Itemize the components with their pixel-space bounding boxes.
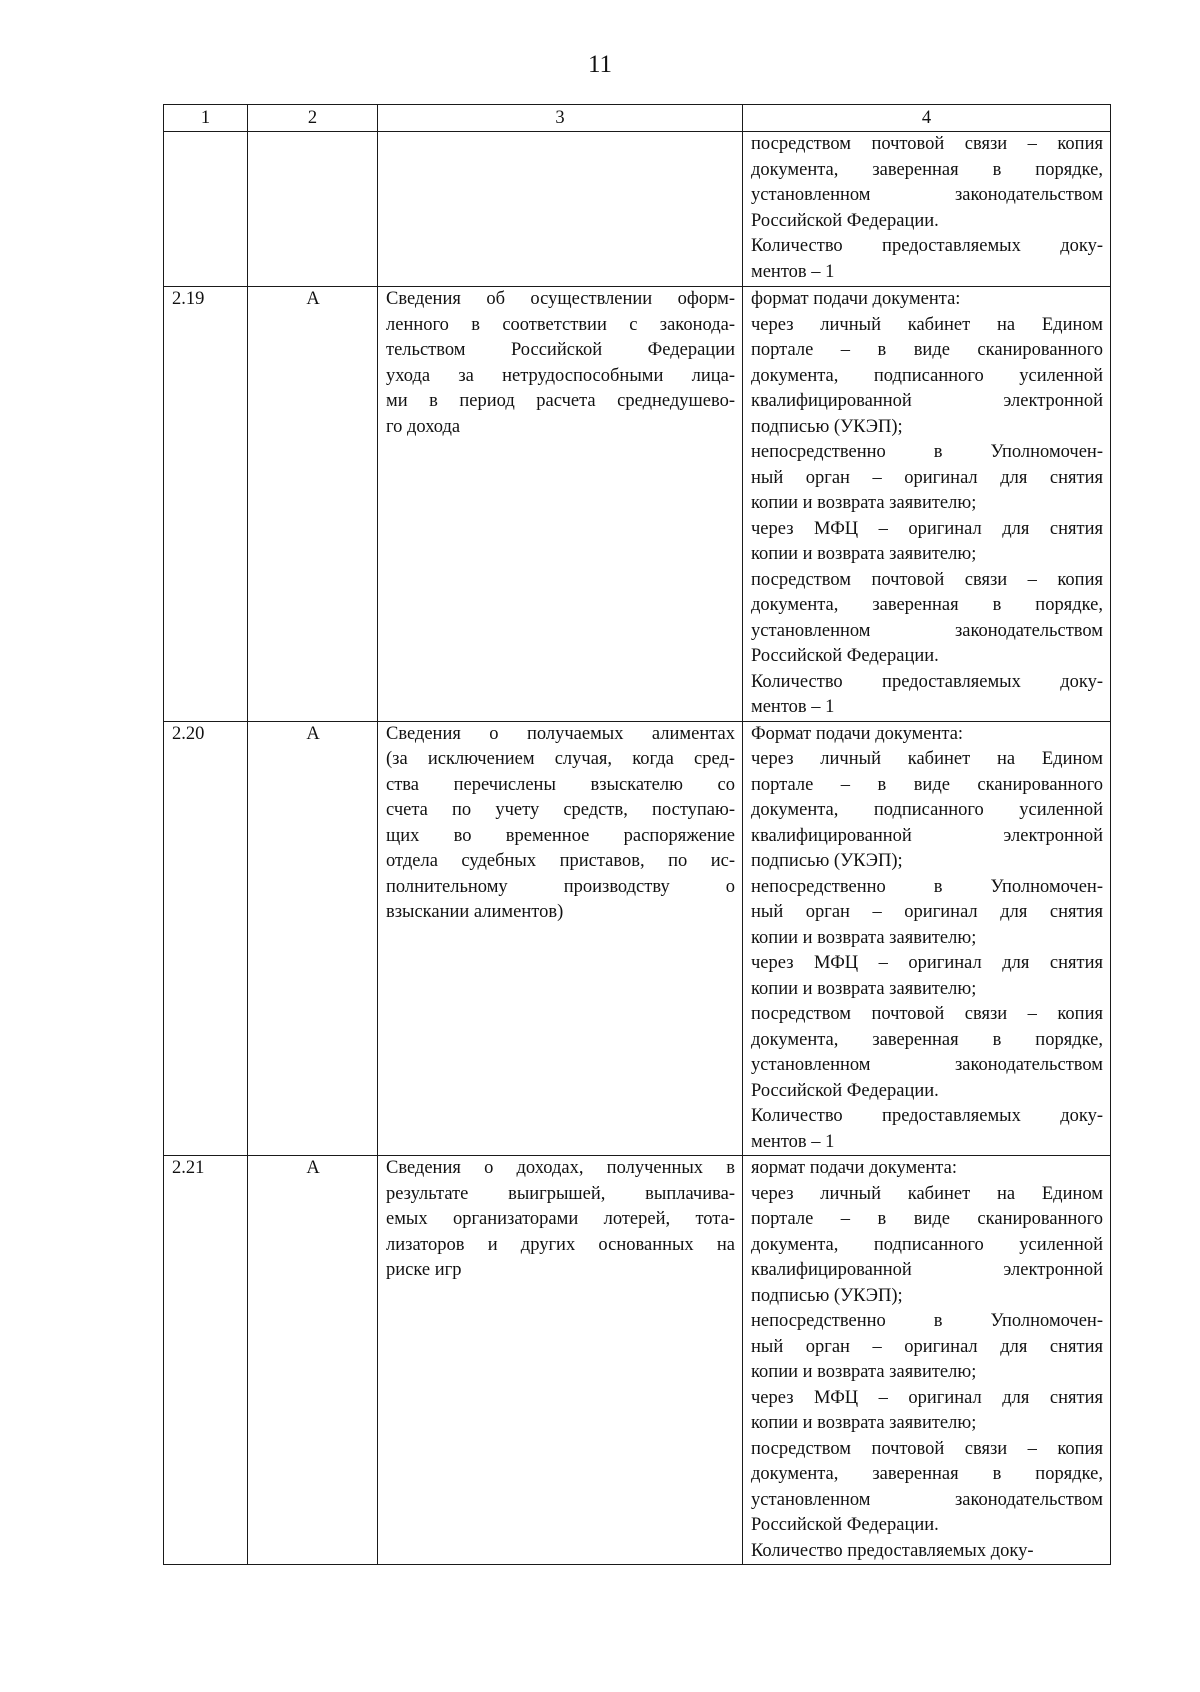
page-number: 11 xyxy=(587,51,613,78)
format-line: установленном законодательством xyxy=(751,620,1103,641)
row-code: А xyxy=(248,721,378,1156)
format-line: непосредственно в Уполномочен- xyxy=(751,1311,1103,1331)
format-line: установленном законодательством xyxy=(751,1055,1103,1075)
format-line: через личный кабинет на Едином xyxy=(751,1183,1103,1204)
documents-table xyxy=(163,104,1111,1565)
description-line: Сведения об осуществлении оформ- xyxy=(386,289,735,309)
format-line: копии и возврата заявителю; xyxy=(751,978,977,999)
description-line: Сведения о получаемых алиментах xyxy=(386,723,735,744)
format-line: подписью (УКЭП); xyxy=(751,416,903,437)
format-line: через личный кабинет на Едином xyxy=(751,314,1103,335)
description-line: счета по учету средств, поступаю- xyxy=(386,800,735,820)
row-number: 2.20 xyxy=(164,721,248,1156)
description-line: (за исключением случая, когда сред- xyxy=(386,749,735,769)
format-line: установленном законодательством xyxy=(751,185,1103,205)
row-code: А xyxy=(248,1156,378,1565)
description-line: тельством Российской Федерации xyxy=(386,340,735,360)
format-line: посредством почтовой связи – копия xyxy=(751,1438,1103,1459)
format-line: ный орган – оригинал для снятия xyxy=(751,1336,1103,1357)
format-line: документа, заверенная в порядке, xyxy=(751,1029,1103,1050)
description-line: риске игр xyxy=(386,1260,462,1280)
row-submission-format xyxy=(743,132,1111,287)
description-line: го дохода xyxy=(386,416,461,437)
format-line: документа, подписанного усиленной xyxy=(751,1234,1103,1255)
description-line: щих во временное распоряжение xyxy=(386,825,735,846)
row-number: 2.21 xyxy=(164,1156,248,1565)
table-row xyxy=(164,132,1111,287)
header-col-3: 3 xyxy=(378,105,743,132)
format-line: Количество предоставляемых доку- xyxy=(751,671,1103,692)
header-col-2: 2 xyxy=(248,105,378,132)
format-line: посредством почтовой связи – копия xyxy=(751,1004,1103,1024)
format-line: Российской Федерации. xyxy=(751,1515,939,1535)
format-line: подписью (УКЭП); xyxy=(751,851,903,871)
format-line: установленном законодательством xyxy=(751,1489,1103,1510)
format-line: яормат подачи документа: xyxy=(751,1158,957,1178)
format-line: посредством почтовой связи – копия xyxy=(751,134,1103,154)
row-submission-format xyxy=(743,287,1111,722)
format-line: ментов – 1 xyxy=(751,697,835,717)
format-line: копии и возврата заявителю; xyxy=(751,1362,977,1382)
format-line: копии и возврата заявителю; xyxy=(751,544,977,564)
description-line: отдела судебных приставов, по ис- xyxy=(386,851,735,871)
row-description xyxy=(378,132,743,287)
description-line: ми в период расчета среднедушево- xyxy=(386,391,735,411)
format-line: через личный кабинет на Едином xyxy=(751,749,1103,769)
row-number xyxy=(164,132,248,287)
description-line: ухода за нетрудоспособными лица- xyxy=(386,365,735,386)
format-line: через МФЦ – оригинал для снятия xyxy=(751,953,1103,973)
format-line: непосредственно в Уполномочен- xyxy=(751,442,1103,462)
format-line: Формат подачи документа: xyxy=(751,723,964,744)
format-line: непосредственно в Уполномочен- xyxy=(751,876,1103,897)
row-description xyxy=(378,721,743,1156)
format-line: Количество предоставляемых доку- xyxy=(751,1106,1103,1126)
format-line: документа, подписанного усиленной xyxy=(751,800,1103,820)
format-line: ментов – 1 xyxy=(751,261,835,282)
row-number: 2.19 xyxy=(164,287,248,722)
format-line: копии и возврата заявителю; xyxy=(751,927,977,948)
format-line: копии и возврата заявителю; xyxy=(751,493,977,513)
row-submission-format xyxy=(743,721,1111,1156)
format-line: портале – в виде сканированного xyxy=(751,774,1103,795)
format-line: ный орган – оригинал для снятия xyxy=(751,467,1103,488)
format-line: квалифицированной электронной xyxy=(751,825,1103,846)
row-description xyxy=(378,287,743,722)
description-line: ленного в соответствии с законода- xyxy=(386,314,735,335)
format-line: Российской Федерации. xyxy=(751,646,939,666)
description-line: емых организаторами лотерей, тота- xyxy=(386,1209,735,1229)
format-line: документа, подписанного усиленной xyxy=(751,365,1103,386)
format-line: ментов – 1 xyxy=(751,1131,835,1152)
table-body xyxy=(164,132,1111,1565)
format-line: Российской Федерации. xyxy=(751,1080,939,1101)
format-line: портале – в виде сканированного xyxy=(751,340,1103,360)
format-line: квалифицированной электронной xyxy=(751,391,1103,411)
format-line: Количество предоставляемых доку- xyxy=(751,1540,1034,1561)
header-col-4: 4 xyxy=(743,105,1111,132)
format-line: через МФЦ – оригинал для снятия xyxy=(751,1387,1103,1408)
format-line: документа, заверенная в порядке, xyxy=(751,1464,1103,1484)
table-row xyxy=(164,287,1111,722)
table-row xyxy=(164,721,1111,1156)
format-line: квалифицированной электронной xyxy=(751,1260,1103,1280)
header-row xyxy=(164,105,1111,132)
row-description xyxy=(378,1156,743,1565)
description-line: результате выигрышей, выплачива- xyxy=(386,1183,735,1204)
format-line: Количество предоставляемых доку- xyxy=(751,236,1103,256)
row-submission-format xyxy=(743,1156,1111,1565)
description-line: лизаторов и других основанных на xyxy=(386,1234,735,1255)
description-line: взыскании алиментов) xyxy=(386,902,564,922)
format-line: посредством почтовой связи – копия xyxy=(751,569,1103,590)
table-row xyxy=(164,1156,1111,1565)
format-line: портале – в виде сканированного xyxy=(751,1209,1103,1229)
format-line: документа, заверенная в порядке, xyxy=(751,159,1103,180)
format-line: формат подачи документа: xyxy=(751,289,961,309)
format-line: документа, заверенная в порядке, xyxy=(751,595,1103,615)
format-line: копии и возврата заявителю; xyxy=(751,1413,977,1433)
row-code: А xyxy=(248,287,378,722)
description-line: Сведения о доходах, полученных в xyxy=(386,1158,735,1178)
format-line: подписью (УКЭП); xyxy=(751,1285,903,1306)
row-code xyxy=(248,132,378,287)
header-col-1: 1 xyxy=(164,105,248,132)
description-line: полнительному производству о xyxy=(386,876,735,897)
format-line: Российской Федерации. xyxy=(751,210,939,231)
description-line: ства перечислены взыскателю со xyxy=(386,774,735,795)
format-line: через МФЦ – оригинал для снятия xyxy=(751,518,1103,539)
format-line: ный орган – оригинал для снятия xyxy=(751,902,1103,922)
